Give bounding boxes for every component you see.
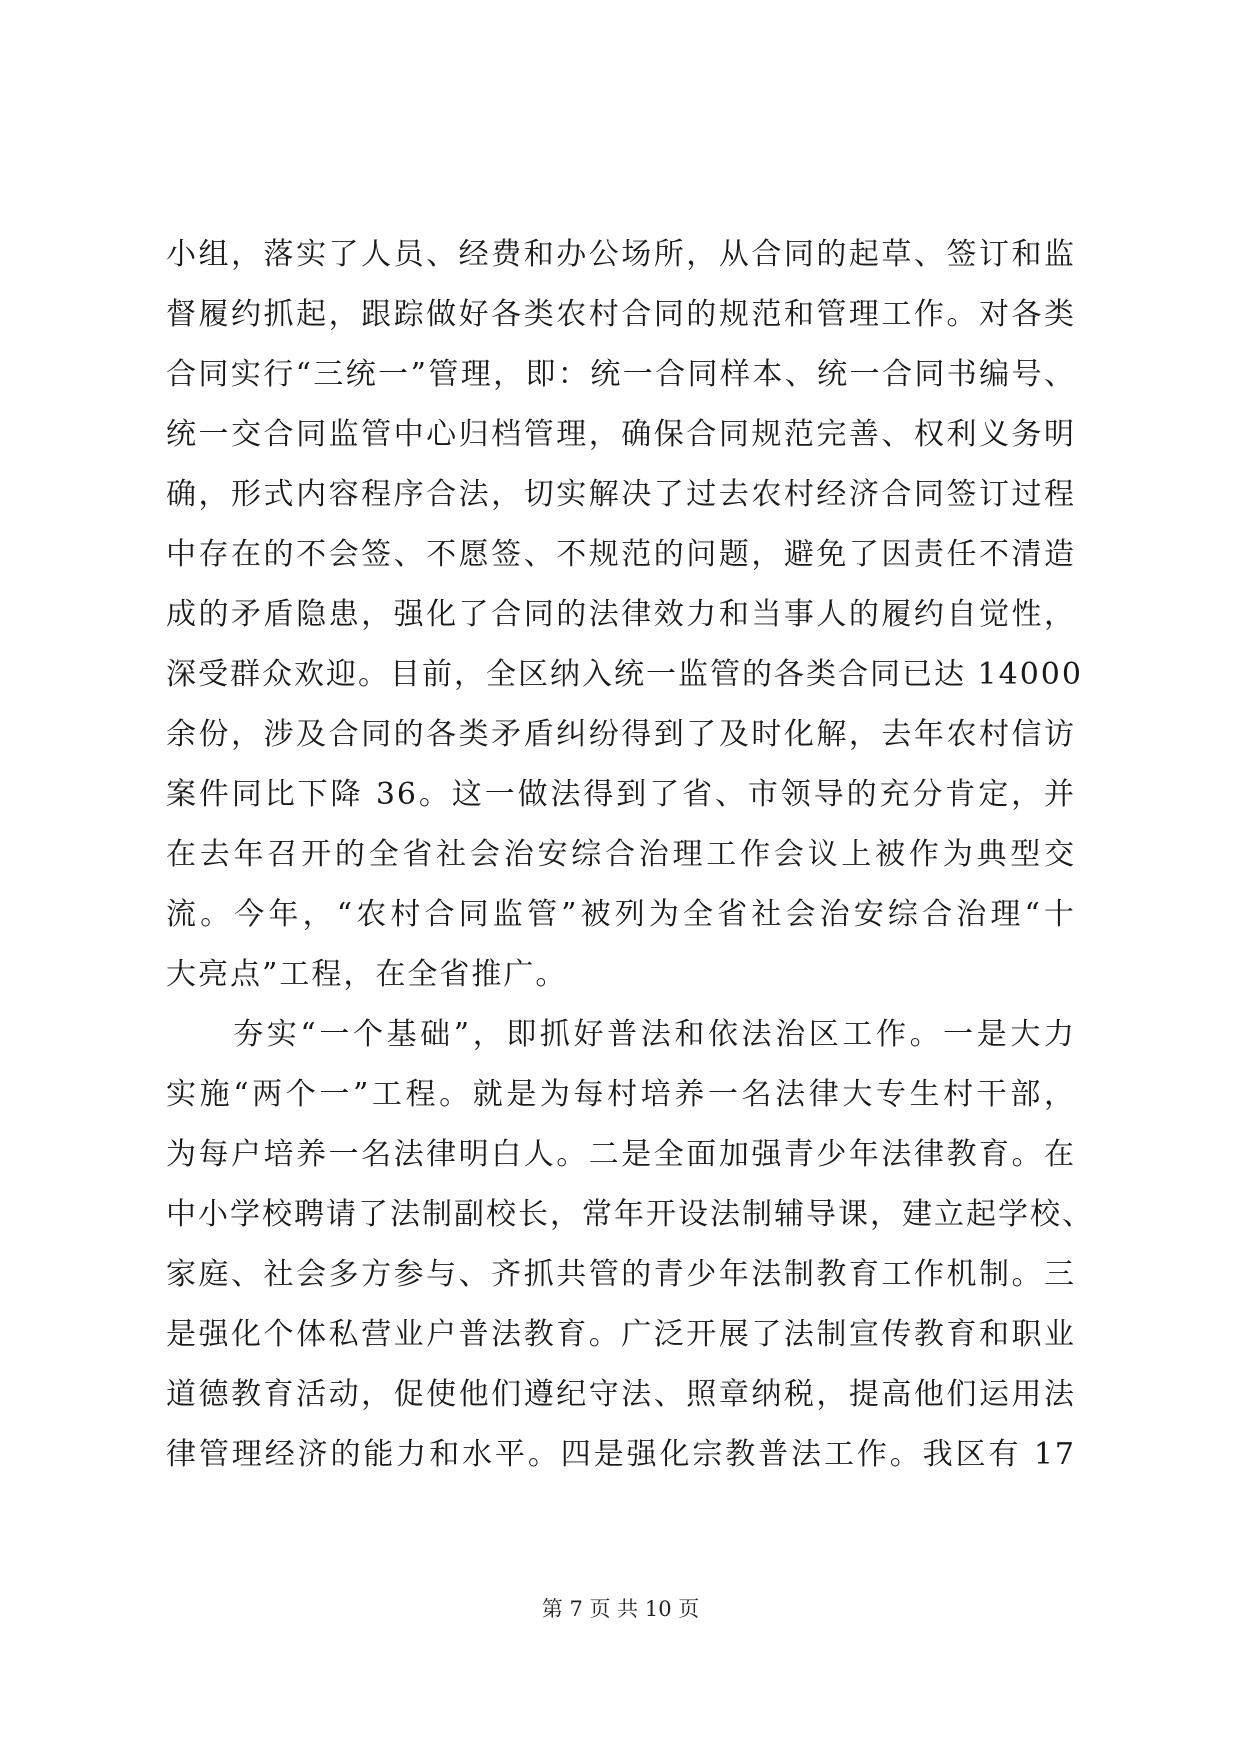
- text-line: 督履约抓起，跟踪做好各类农村合同的规范和管理工作。对各类: [166, 297, 1076, 332]
- page-footer: 第 7 页 共 10 页: [541, 1597, 700, 1621]
- text-line: 实施“两个一”工程。就是为每村培养一名法律大专生村干部，: [166, 1077, 1076, 1112]
- text-line: 大亮点”工程，在全省推广。: [166, 957, 568, 992]
- text-line: 流。今年，“农村合同监管”被列为全省社会治安综合治理“十: [166, 897, 1076, 932]
- text-line: 余份，涉及合同的各类矛盾纠纷得到了及时化解，去年农村信访: [166, 717, 1076, 752]
- text-line: 深受群众欢迎。目前，全区纳入统一监管的各类合同已达 14000: [166, 657, 1083, 692]
- text-line: 合同实行“三统一”管理，即：统一合同样本、统一合同书编号、: [166, 357, 1076, 392]
- text-line: 道德教育活动，促使他们遵纪守法、照章纳税，提高他们运用法: [166, 1377, 1076, 1412]
- text-line: 为每户培养一名法律明白人。二是全面加强青少年法律教育。在: [166, 1137, 1076, 1172]
- text-line: 在去年召开的全省社会治安综合治理工作会议上被作为典型交: [166, 837, 1076, 872]
- text-line: 确，形式内容程序合法，切实解决了过去农村经济合同签订过程: [166, 477, 1076, 512]
- text-line: 家庭、社会多方参与、齐抓共管的青少年法制教育工作机制。三: [166, 1257, 1076, 1292]
- text-line: 是强化个体私营业户普法教育。广泛开展了法制宣传教育和职业: [166, 1317, 1076, 1352]
- text-line: 成的矛盾隐患，强化了合同的法律效力和当事人的履约自觉性，: [166, 597, 1076, 632]
- text-line: 统一交合同监管中心归档管理，确保合同规范完善、权利义务明: [166, 417, 1076, 452]
- text-line: 律管理经济的能力和水平。四是强化宗教普法工作。我区有 17: [166, 1437, 1076, 1472]
- text-line: 中小学校聘请了法制副校长，常年开设法制辅导课，建立起学校、: [166, 1197, 1094, 1232]
- text-line: 夯实“一个基础”，即抓好普法和依法治区工作。一是大力: [166, 1017, 1076, 1052]
- text-line: 小组，落实了人员、经费和办公场所，从合同的起草、签订和监: [166, 237, 1076, 272]
- text-line: 案件同比下降 36。这一做法得到了省、市领导的充分肯定，并: [166, 777, 1076, 812]
- text-line: 中存在的不会签、不愿签、不规范的问题，避免了因责任不清造: [166, 537, 1076, 572]
- body-text: [166, 225, 1094, 1485]
